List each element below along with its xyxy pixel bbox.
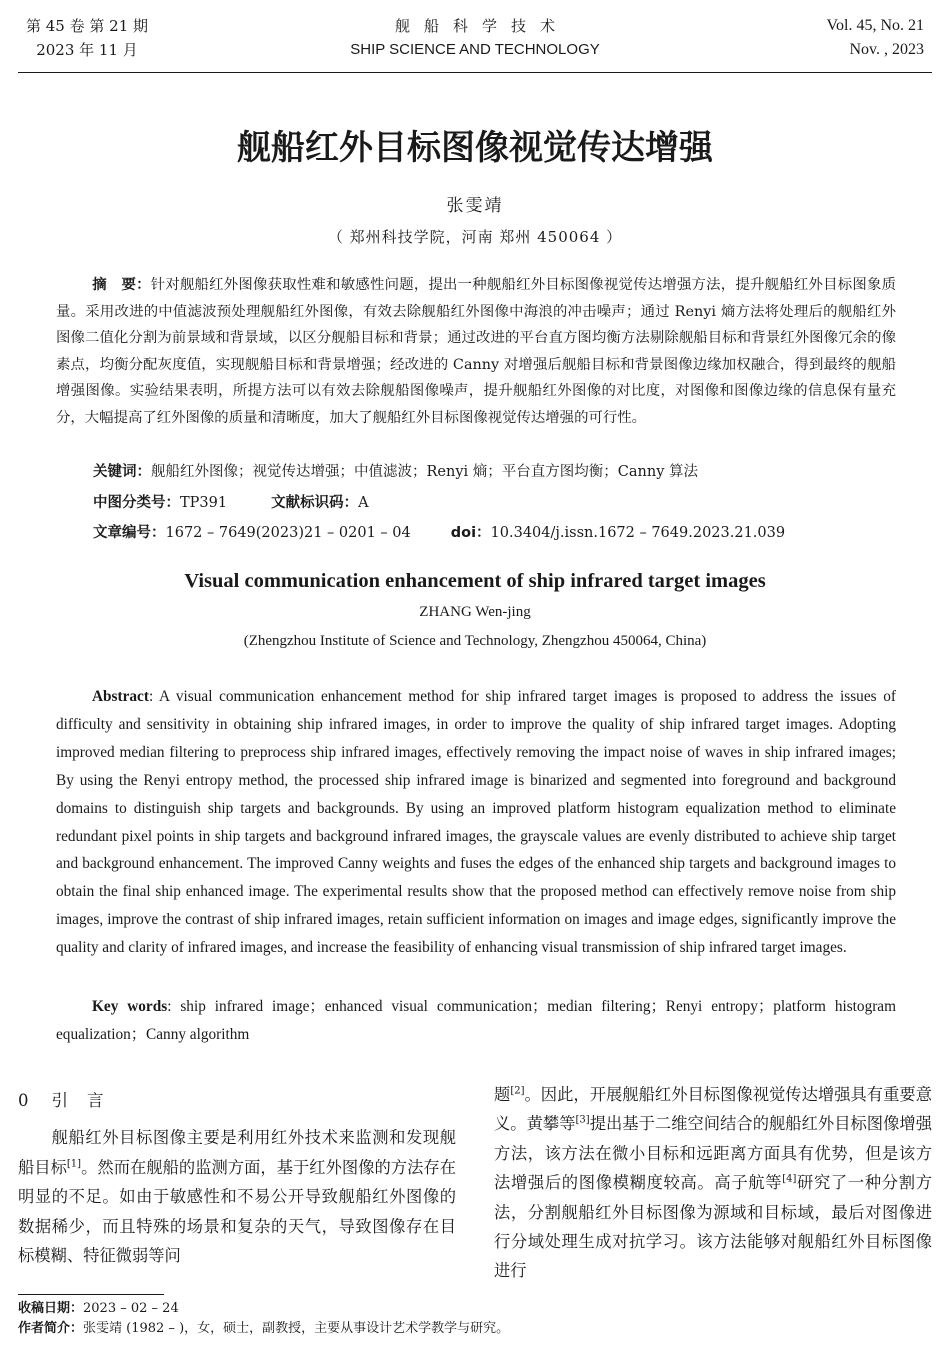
header-volume: 第 45 卷 第 21 期 xyxy=(26,17,149,35)
intro-text-d: 。因此，开展舰船红外目标图像视觉传达增强具有重要意义。黄攀等 xyxy=(494,1085,932,1134)
intro-text-e: 提出基于二维空间结合的舰船红外目标图像增强方法，该方法在微小目标和远距离方面具有优势，但是该方法增强后的图像模糊度较高。高子航等 xyxy=(494,1114,932,1193)
doi-label: doi： xyxy=(450,525,491,541)
article-id-label: 文章编号： xyxy=(93,525,166,541)
body-column-right xyxy=(494,1080,932,1286)
citation-4: [4] xyxy=(782,1173,797,1185)
keywords-en xyxy=(56,993,896,1049)
abstract-cn-text: 针对舰船红外图像获取性难和敏感性问题，提出一种舰船红外目标图像视觉传达增强方法，提升舰船红外目标图象质量。采用改进的中值滤波预处理舰船红外图像，有效去除舰船红外图像中海浪的冲击噪声；通过 Renyi 熵方法将处理后的舰船红外图像二值化分割为前景域和背景域，以区分舰船目标和背景；通过改进的平台直方图均衡方法剔除舰船目标和背景红外图像冗余的像素点，均衡分配灰度值，实现舰船目标和背景增强；经改进的 Canny 对增强后舰船目标和背景图像边缘加权融合，得到最终的舰船增强图像。实验结果表明，所提方法可以有效去除舰船图像噪声，提升舰船红外图像的对比度，对图像和图像边缘的信息保有量充分，大幅提高了红外图像的质量和清晰度，加大了舰船红外目标图像视觉传达增强的可行性。 xyxy=(56,277,896,426)
abstract-cn xyxy=(56,272,896,431)
citation-3: [3] xyxy=(575,1114,590,1126)
section-title-part2: 言 xyxy=(87,1091,105,1110)
section-number: 0 xyxy=(18,1091,30,1110)
section-heading-introduction xyxy=(18,1086,456,1115)
paper-title-cn: 舰船红外目标图像视觉传达增强 xyxy=(237,128,713,168)
clc-value: TP391 xyxy=(180,495,228,511)
header-vol-no: Vol. 45, No. 21 xyxy=(826,17,924,34)
author-en: ZHANG Wen-jing xyxy=(419,604,531,620)
doc-code-label: 文献标识码： xyxy=(271,495,359,511)
author-cn: 张雯靖 xyxy=(446,196,504,216)
header-divider xyxy=(18,72,932,73)
header-date-en: Nov. , 2023 xyxy=(849,41,924,58)
intro-paragraph-1 xyxy=(18,1123,456,1270)
abstract-en-label: Abstract xyxy=(92,688,149,705)
citation-1: [1] xyxy=(66,1158,82,1170)
abstract-cn-label: 摘 要： xyxy=(92,277,151,293)
body-column-left xyxy=(18,1086,456,1270)
received-label: 收稿日期： xyxy=(18,1301,84,1316)
intro-text-c: 题 xyxy=(494,1085,511,1104)
keywords-en-text: : ship infrared image；enhanced visual communication；median filtering；Renyi entropy；platform histogram equalization；Canny algorithm xyxy=(56,998,896,1043)
bio-label: 作者简介： xyxy=(18,1321,84,1336)
header-volume-en xyxy=(827,14,925,62)
keywords-en-label: Key words xyxy=(92,998,168,1015)
intro-text-f: 研究了一种分割方法，分割舰船红外目标图像为源域和目标域，最后对图像进行分域处理生成对抗学习。该方法能够对舰船红外目标图像进行 xyxy=(494,1173,932,1281)
classification-line xyxy=(93,491,369,515)
keywords-cn-label: 关键词： xyxy=(93,464,151,480)
abstract-en-text: : A visual communication enhancement method for ship infrared target images is proposed to address the issues of difficulty and sensitivity in obtaining ship infrared images, in order to improve the quality of ship infrared target images. Adopting improved median filtering to preprocess ship infrared images, effectively removing the impact noise of waves in ship infrared images; By using the Renyi entropy method, the processed ship infrared image is binarized and segmented into foreground and background domains to distinguish ship targets and backgrounds. By using an improved platform histogram equalization method to eliminate redundant pixel points in ship targets and background infrared images, the grayscale values are evenly distributed to achieve ship target and background enhancement. The improved Canny weights and fuses the edges of the enhanced ship targets and background images to obtain the final ship enhanced image. The experimental results show that the proposed method can effectively remove noise from ship images, improve the contrast of ship infrared images, retain sufficient information on images and image edges, significantly improve the quality and clarity of infrared images, and increase the feasibility of enhancing visual transmission of ship infrared target images. xyxy=(56,688,896,957)
footnote-received xyxy=(18,1299,179,1319)
doc-code-value: A xyxy=(358,495,369,511)
paper-title-en: Visual communication enhancement of ship infrared target images xyxy=(184,570,766,592)
footnote-divider xyxy=(18,1294,164,1295)
affiliation-cn: （ 郑州科技学院，河南 郑州 450064 ） xyxy=(327,228,623,246)
affiliation-en: (Zhengzhou Institute of Science and Technology, Zhengzhou 450064, China) xyxy=(243,633,707,649)
intro-text-a: 舰船红外目标图像主要是利用红外技术来监测和发现舰船目标 xyxy=(18,1128,456,1177)
header-date-cn: 2023 年 11 月 xyxy=(36,41,138,59)
received-date: 2023 – 02 – 24 xyxy=(83,1301,179,1316)
section-title-part1: 引 xyxy=(51,1091,69,1110)
clc-label: 中图分类号： xyxy=(93,495,180,511)
doi-value: 10.3404/j.issn.1672 – 7649.2023.21.039 xyxy=(490,525,786,541)
footnote-author-bio xyxy=(18,1319,509,1339)
citation-2: [2] xyxy=(510,1085,525,1097)
keywords-cn-text: 舰船红外图像；视觉传达增强；中值滤波；Renyi 熵；平台直方图均衡；Canny 算法 xyxy=(151,464,698,480)
journal-name-en: SHIP SCIENCE AND TECHNOLOGY xyxy=(350,41,600,58)
journal-name-cn: 舰船科学技术 xyxy=(394,17,569,35)
header-journal xyxy=(0,14,950,62)
bio-text: 张雯靖 (1982 – )，女，硕士，副教授，主要从事设计艺术学教学与研究。 xyxy=(83,1321,510,1336)
abstract-en xyxy=(56,683,896,962)
article-id-value: 1672 – 7649(2023)21 – 0201 – 04 xyxy=(165,525,411,541)
article-info-line xyxy=(93,521,785,545)
intro-text-b: 。然而在舰船的监测方面，基于红外图像的方法存在明显的不足。如由于敏感性和不易公开导致舰船红外图像的数据稀少，而且特殊的场景和复杂的天气，导致图像存在目标模糊、特征微弱等问 xyxy=(18,1157,456,1266)
keywords-cn xyxy=(93,460,698,484)
